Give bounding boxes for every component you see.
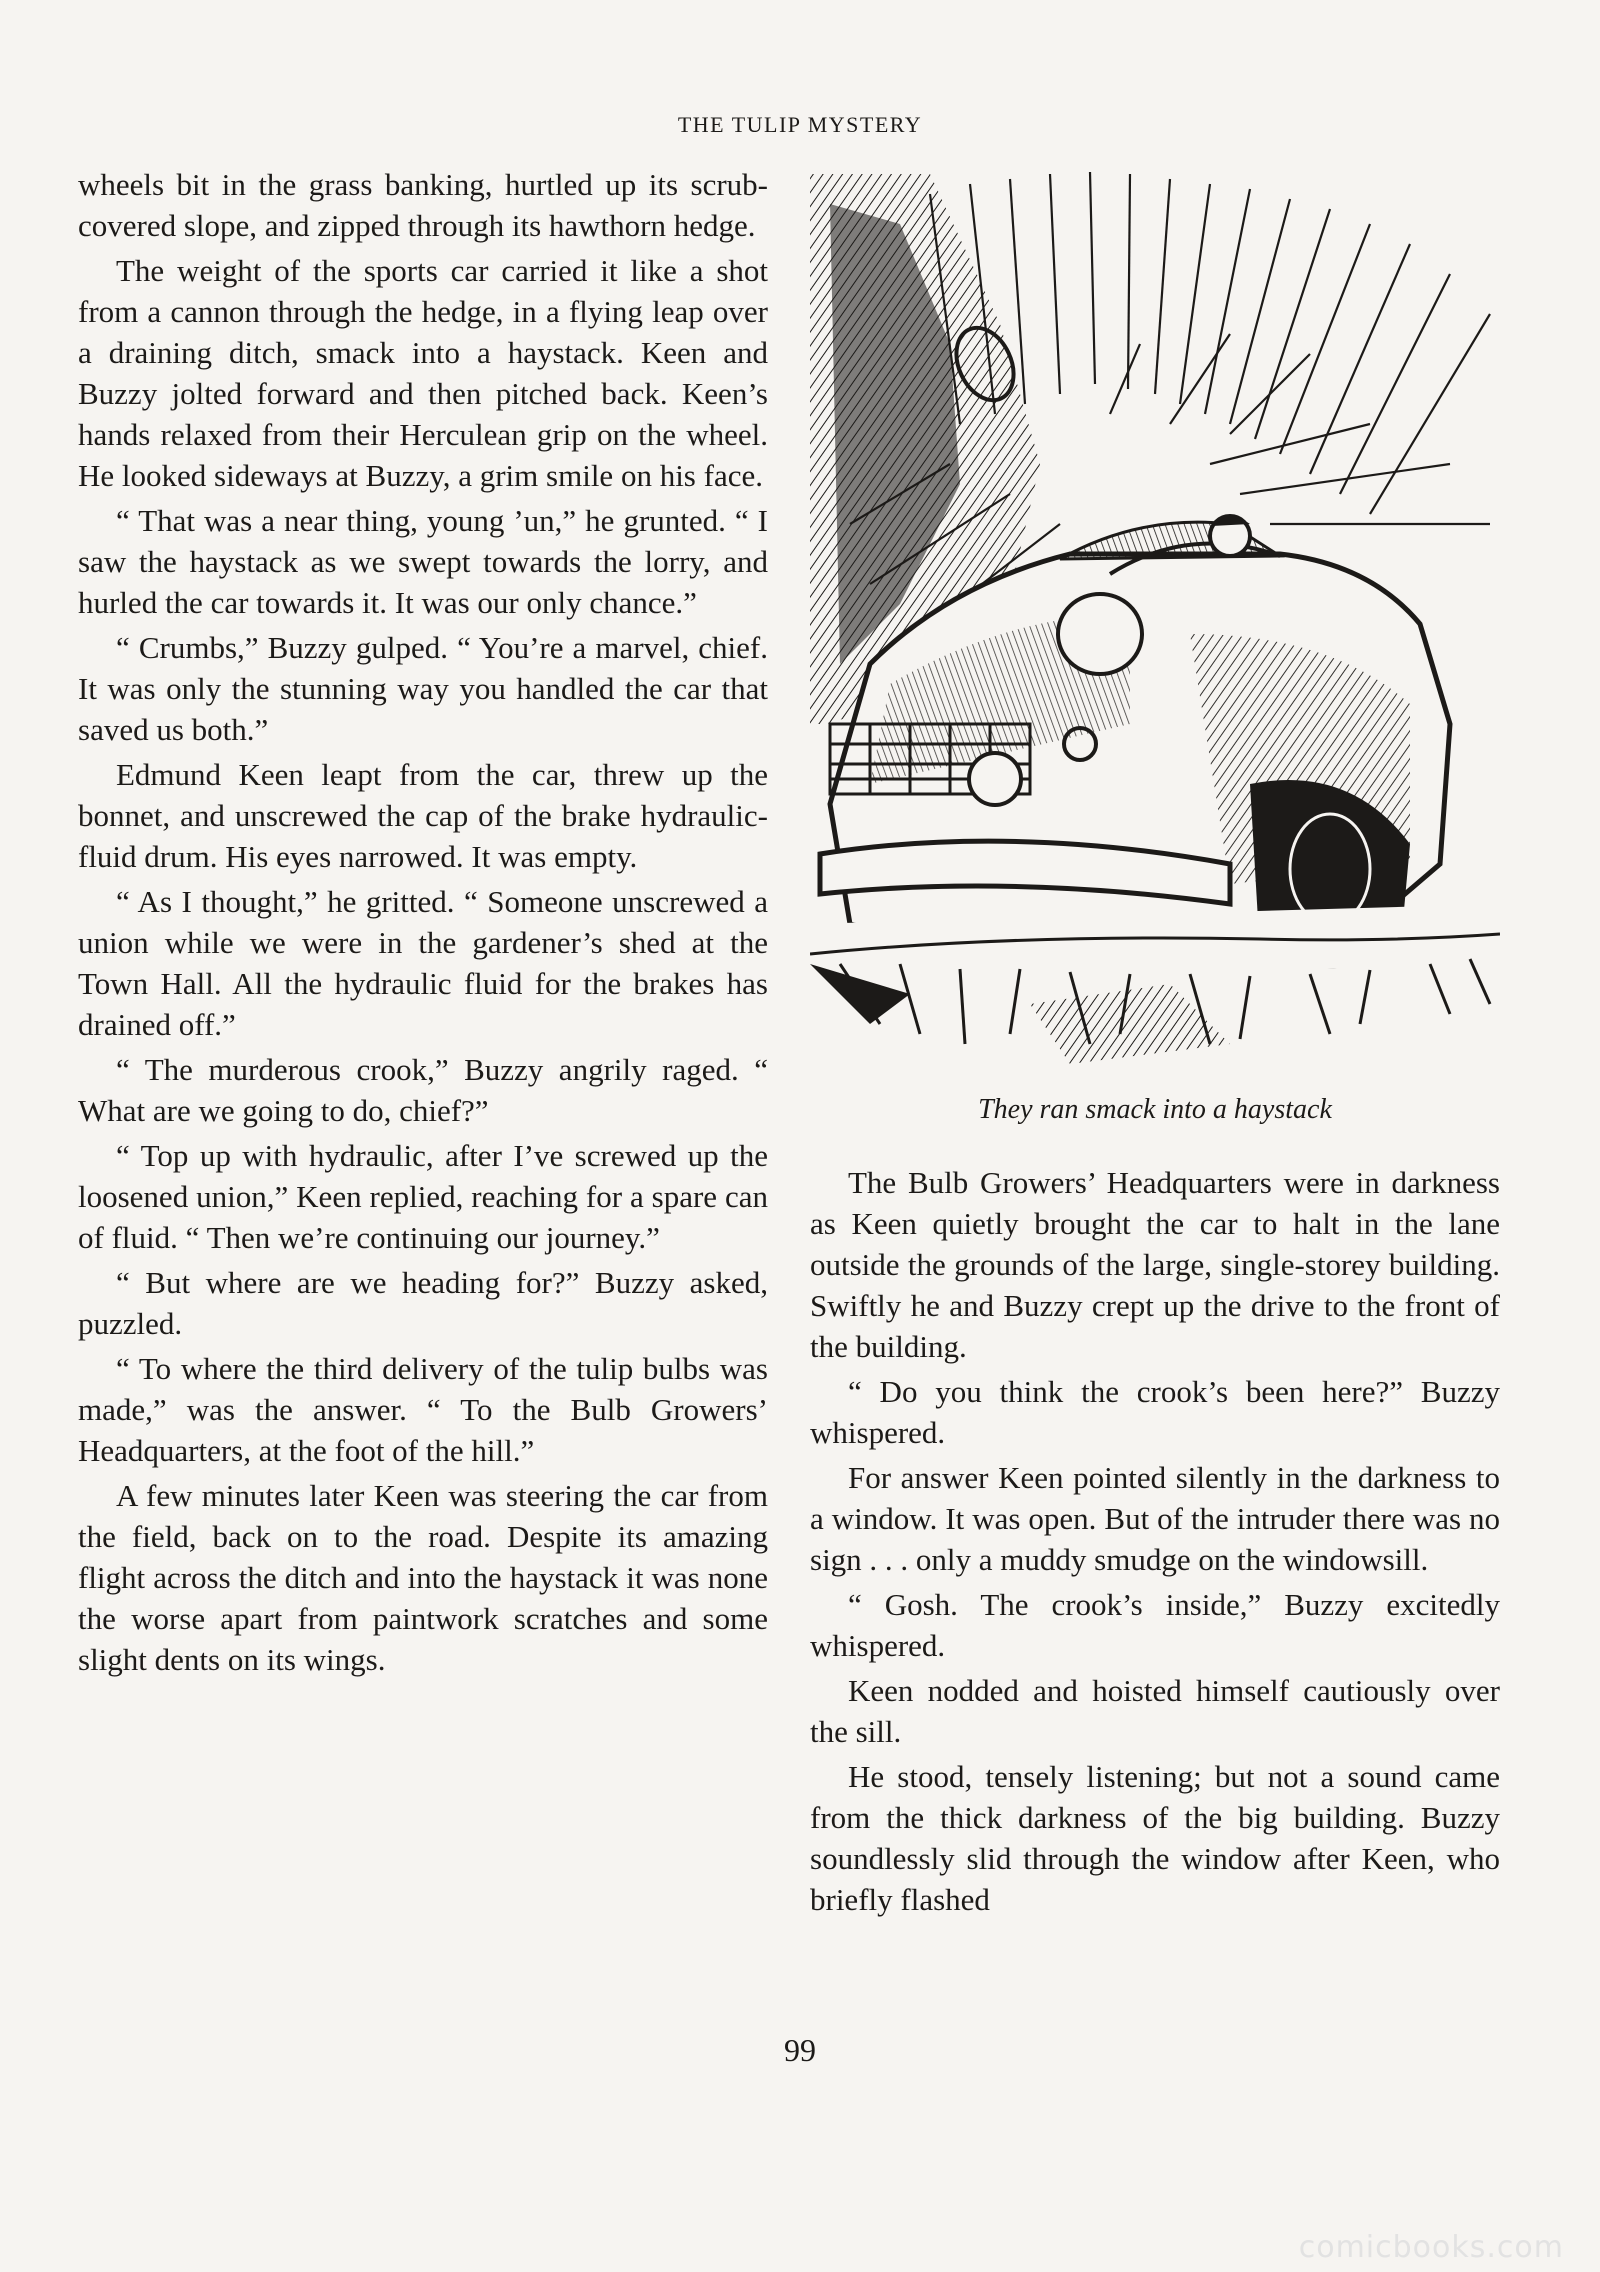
paragraph: wheels bit in the grass banking, hurtled up its scrub-covered slope, and zipped through its hawthorn hedge. <box>78 167 768 243</box>
paragraph: Edmund Keen leapt from the car, threw up the bonnet, and unscrewed the cap of the brake hydraulic-fluid drum. His eyes narrowed. It was empty. <box>78 757 768 874</box>
paragraph: For answer Keen pointed silently in the darkness to a window. It was open. But of the intruder there was no sign . . . only a muddy smudge on the windowsill. <box>810 1460 1500 1577</box>
paragraph: “ Crumbs,” Buzzy gulped. “ You’re a marvel, chief. It was only the stunning way you handled the car that saved us both.” <box>78 630 768 747</box>
paragraph: “ Top up with hydraulic, after I’ve screwed up the loosened union,” Keen replied, reaching for a spare can of fluid. “ Then we’re continuing our journey.” <box>78 1138 768 1255</box>
paragraph: “ The murderous crook,” Buzzy angrily raged. “ What are we going to do, chief?” <box>78 1052 768 1128</box>
paragraph: “ That was a near thing, young ’un,” he grunted. “ I saw the haystack as we swept towards the lorry, and hurled the car towards it. It was our only chance.” <box>78 503 768 620</box>
right-column <box>810 164 1500 1924</box>
paragraph: “ As I thought,” he gritted. “ Someone unscrewed a union while we were in the gardener’s shed at the Town Hall. All the hydraulic fluid for the brakes has drained off.” <box>78 884 768 1042</box>
paragraph: The Bulb Growers’ Headquarters were in darkness as Keen quietly brought the car to halt in the lane outside the grounds of the large, single-storey building. Swiftly he and Buzzy crept up the drive to the front of the building. <box>810 1165 1500 1364</box>
illustration <box>810 164 1500 1084</box>
figure-caption: They ran smack into a haystack <box>978 1094 1332 1125</box>
paragraph: He stood, tensely listening; but not a sound came from the thick darkness of the big building. Buzzy soundlessly slid through the window after Keen, who briefly flashed <box>810 1759 1500 1917</box>
paragraph: The weight of the sports car carried it like a shot from a cannon through the hedge, in a flying leap over a draining ditch, smack into a haystack. Keen and Buzzy jolted forward and then pitched back. Keen’s hands relaxed from their Herculean grip on the wheel. He looked sideways at Buzzy, a grim smile on his face. <box>78 253 768 493</box>
paragraph: Keen nodded and hoisted himself cautiously over the sill. <box>810 1673 1500 1749</box>
paragraph: “ To where the third delivery of the tulip bulbs was made,” was the answer. “ To the Bulb Growers’ Headquarters, at the foot of the hill.” <box>78 1351 768 1468</box>
paragraph: “ But where are we heading for?” Buzzy asked, puzzled. <box>78 1265 768 1341</box>
running-head: THE TULIP MYSTERY <box>677 112 923 137</box>
paragraph: A few minutes later Keen was steering the car from the field, back on to the road. Despite its amazing flight across the ditch and into the haystack it was none the worse apart from paintwork scratches and some slight dents on its wings. <box>78 1478 768 1677</box>
paragraph: “ Do you think the crook’s been here?” Buzzy whispered. <box>810 1374 1500 1450</box>
left-column <box>78 164 768 1684</box>
watermark: comicbooks.com <box>1298 2230 1564 2265</box>
haystack-car-illustration <box>810 164 1500 1084</box>
page-number: 99 <box>784 2032 816 2068</box>
paragraph: “ Gosh. The crook’s inside,” Buzzy excitedly whispered. <box>810 1587 1500 1663</box>
